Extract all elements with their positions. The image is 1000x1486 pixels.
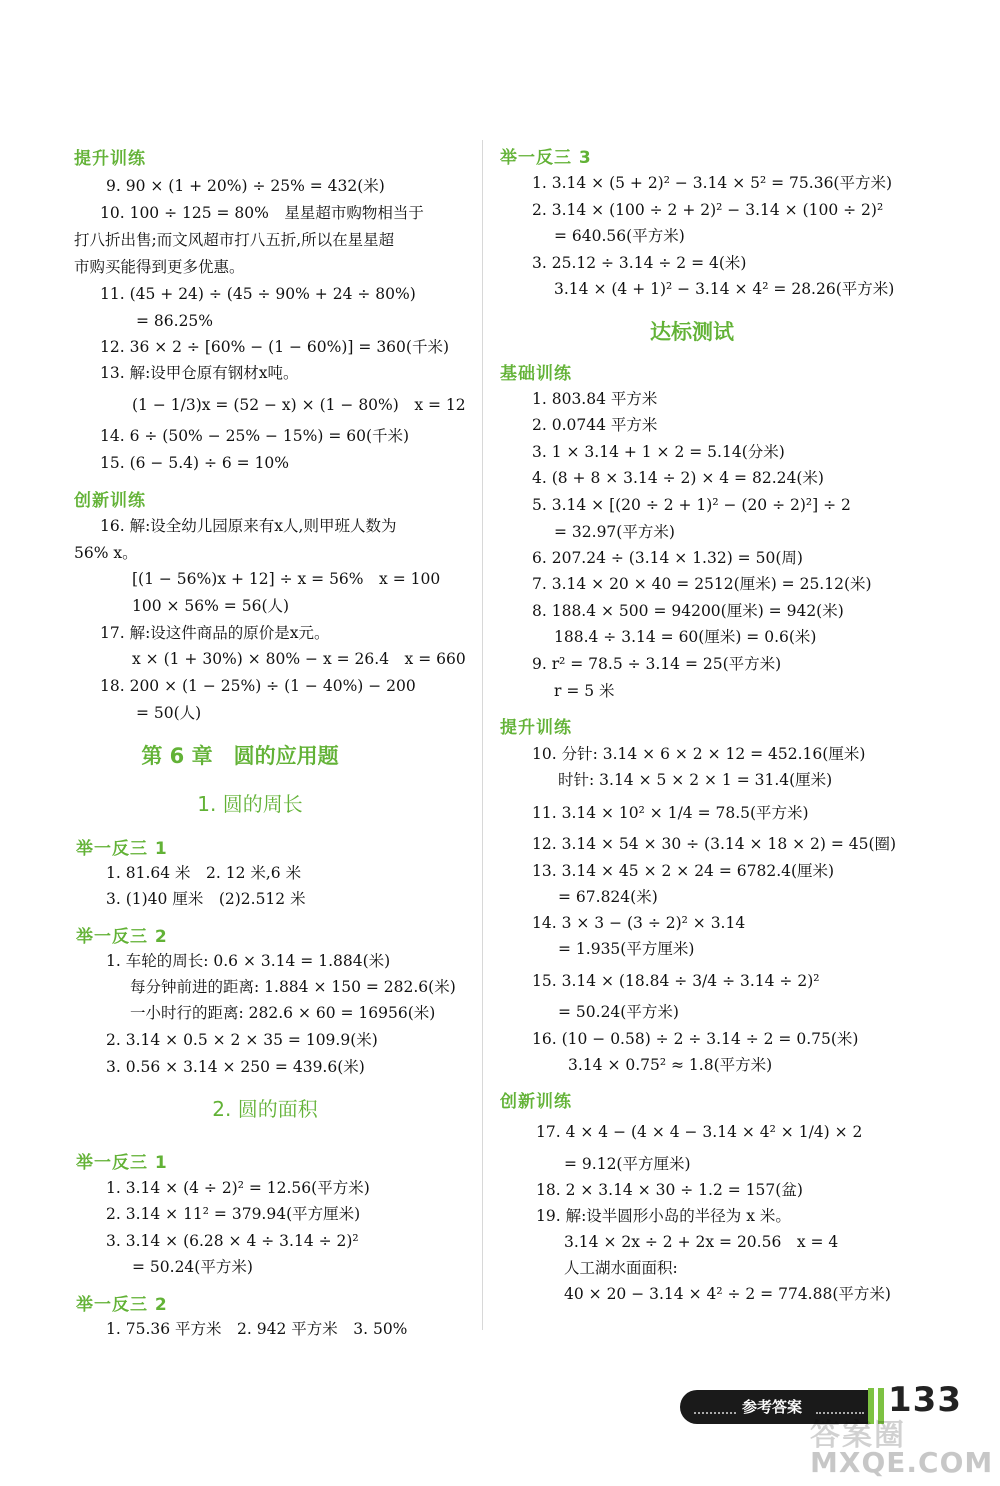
answer-line: = 67.824(米) — [558, 888, 658, 906]
answer-line: = 640.56(平方米) — [554, 227, 685, 245]
answer-line: = 50.24(平方米) — [558, 1003, 679, 1021]
answer-line: 11. 3.14 × 10² × 1/4 = 78.5(平方米) — [532, 804, 809, 822]
answer-line: = 50(人) — [136, 704, 202, 722]
answer-line: 人工湖水面面积: — [564, 1259, 678, 1277]
answer-line: 15. 3.14 × (18.84 ÷ 3/4 ÷ 3.14 ÷ 2)² — [532, 972, 820, 990]
answer-line: 15. (6 − 5.4) ÷ 6 = 10% — [100, 454, 290, 472]
answer-line: 16. 解:设全幼儿园原来有x人,则甲班人数为 — [100, 517, 397, 535]
answer-line: 3. (1)40 厘米 (2)2.512 米 — [106, 890, 306, 908]
answer-line: 11. (45 + 24) ÷ (45 ÷ 90% + 24 ÷ 80%) — [100, 285, 416, 303]
answer-line: 12. 3.14 × 54 × 30 ÷ (3.14 × 18 × 2) = 45(圈) — [532, 835, 897, 853]
answer-line: = 50.24(平方米) — [132, 1258, 253, 1276]
answer-line: (1 − 1/3)x = (52 − x) × (1 − 80%) x = 12 — [132, 396, 466, 414]
chapter-title: 第 6 章 圆的应用题 — [141, 744, 339, 768]
subsection-title: 1. 圆的周长 — [197, 792, 303, 816]
watermark-logo: 答案圈 — [810, 1418, 906, 1453]
answer-line: 16. (10 − 0.58) ÷ 2 ÷ 3.14 ÷ 2 = 0.75(米) — [532, 1030, 859, 1048]
test-heading: 达标测试 — [650, 320, 734, 344]
answer-line: 40 × 20 − 3.14 × 4² ÷ 2 = 774.88(平方米) — [564, 1285, 891, 1303]
section-heading: 提升训练 — [500, 718, 572, 738]
answer-line: 3.14 × 0.75² ≈ 1.8(平方米) — [568, 1056, 773, 1074]
answer-line: 市购买能得到更多优惠。 — [74, 258, 245, 276]
answer-line: 1. 3.14 × (5 + 2)² − 3.14 × 5² = 75.36(平方米) — [532, 174, 893, 192]
answer-line: 13. 解:设甲仓原有钢材x吨。 — [100, 364, 299, 382]
watermark-url: MXQE.COM — [810, 1446, 994, 1479]
answer-line: 17. 4 × 4 − (4 × 4 − 3.14 × 4² × 1/4) × 2 — [536, 1123, 863, 1141]
answer-line: 3.14 × (4 + 1)² − 3.14 × 4² = 28.26(平方米) — [554, 280, 895, 298]
subsection-title: 2. 圆的面积 — [212, 1097, 318, 1121]
answer-line: 17. 解:设这件商品的原价是x元。 — [100, 624, 330, 642]
answer-line: = 86.25% — [136, 312, 214, 330]
answer-line: 14. 3 × 3 − (3 ÷ 2)² × 3.14 — [532, 914, 746, 932]
section-heading: 创新训练 — [74, 491, 146, 511]
answer-line: 12. 36 × 2 ÷ [60% − (1 − 60%)] = 360(千米) — [100, 338, 449, 356]
answer-line: 9. r² = 78.5 ÷ 3.14 = 25(平方米) — [532, 655, 782, 673]
answer-line: = 32.97(平方米) — [554, 523, 675, 541]
page-number: 133 — [888, 1380, 962, 1420]
answer-line: 13. 3.14 × 45 × 2 × 24 = 6782.4(厘米) — [532, 862, 835, 880]
section-heading: 举一反三 2 — [76, 927, 168, 947]
answer-line: 19. 解:设半圆形小岛的半径为 x 米。 — [536, 1207, 791, 1225]
answer-line: 7. 3.14 × 20 × 40 = 2512(厘米) = 25.12(米) — [532, 575, 872, 593]
answer-line: 1. 75.36 平方米 2. 942 平方米 3. 50% — [106, 1320, 408, 1338]
answer-line: 一小时行的距离: 282.6 × 60 = 16956(米) — [130, 1004, 436, 1022]
answer-line: 9. 90 × (1 + 20%) ÷ 25% = 432(米) — [106, 177, 385, 195]
answer-line: 18. 2 × 3.14 × 30 ÷ 1.2 = 157(盆) — [536, 1181, 803, 1199]
answer-line: 1. 3.14 × (4 ÷ 2)² = 12.56(平方米) — [106, 1179, 370, 1197]
section-heading: 举一反三 2 — [76, 1295, 168, 1315]
answer-line: 8. 188.4 × 500 = 94200(厘米) = 942(米) — [532, 602, 844, 620]
answer-line: 5. 3.14 × [(20 ÷ 2 + 1)² − (20 ÷ 2)²] ÷ 2 — [532, 496, 851, 514]
answer-line: 3. 1 × 3.14 + 1 × 2 = 5.14(分米) — [532, 443, 785, 461]
answer-line: 6. 207.24 ÷ (3.14 × 1.32) = 50(周) — [532, 549, 803, 567]
answer-line: = 1.935(平方厘米) — [558, 940, 695, 958]
answer-line: 2. 3.14 × 11² = 379.94(平方厘米) — [106, 1205, 361, 1223]
section-heading: 举一反三 3 — [500, 148, 592, 168]
answer-line: 100 × 56% = 56(人) — [132, 597, 290, 615]
answer-line: 4. (8 + 8 × 3.14 ÷ 2) × 4 = 82.24(米) — [532, 469, 824, 487]
answer-line: 每分钟前进的距离: 1.884 × 150 = 282.6(米) — [130, 978, 456, 996]
answer-line: 时针: 3.14 × 5 × 2 × 1 = 31.4(厘米) — [558, 771, 833, 789]
answer-line: 3. 0.56 × 3.14 × 250 = 439.6(米) — [106, 1058, 365, 1076]
answer-line: = 9.12(平方厘米) — [564, 1155, 691, 1173]
answer-line: 10. 分针: 3.14 × 6 × 2 × 12 = 452.16(厘米) — [532, 745, 866, 763]
answer-line: 3. 25.12 ÷ 3.14 ÷ 2 = 4(米) — [532, 254, 747, 272]
footer-label: 参考答案 — [742, 1398, 803, 1416]
answer-line: 1. 车轮的周长: 0.6 × 3.14 = 1.884(米) — [106, 952, 391, 970]
answer-line: 18. 200 × (1 − 25%) ÷ (1 − 40%) − 200 — [100, 677, 416, 695]
answer-line: 2. 3.14 × 0.5 × 2 × 35 = 109.9(米) — [106, 1031, 378, 1049]
answer-line: 3.14 × 2x ÷ 2 + 2x = 20.56 x = 4 — [564, 1233, 839, 1251]
answer-line: x × (1 + 30%) × 80% − x = 26.4 x = 660 — [132, 650, 466, 668]
answer-line: 2. 0.0744 平方米 — [532, 416, 658, 434]
section-heading: 创新训练 — [500, 1092, 572, 1112]
answer-line: 188.4 ÷ 3.14 = 60(厘米) = 0.6(米) — [554, 628, 817, 646]
answer-line: [(1 − 56%)x + 12] ÷ x = 56% x = 100 — [132, 570, 441, 588]
answer-line: 10. 100 ÷ 125 = 80% 星星超市购物相当于 — [100, 204, 424, 222]
section-heading: 举一反三 1 — [76, 839, 168, 859]
answer-line: 56% x。 — [74, 544, 138, 562]
answer-line: 1. 81.64 米 2. 12 米,6 米 — [106, 864, 302, 882]
section-heading: 举一反三 1 — [76, 1153, 168, 1173]
section-heading: 提升训练 — [74, 149, 146, 169]
answer-line: 14. 6 ÷ (50% − 25% − 15%) = 60(千米) — [100, 427, 410, 445]
footer-dots-left — [694, 1412, 736, 1414]
answer-line: 3. 3.14 × (6.28 × 4 ÷ 3.14 ÷ 2)² — [106, 1232, 359, 1250]
answer-line: r = 5 米 — [554, 682, 615, 700]
answer-line: 打八折出售;而文风超市打八五折,所以在星星超 — [74, 231, 395, 249]
answer-line: 1. 803.84 平方米 — [532, 390, 658, 408]
answer-line: 2. 3.14 × (100 ÷ 2 + 2)² − 3.14 × (100 ÷ 2)² — [532, 201, 884, 219]
section-heading: 基础训练 — [500, 364, 572, 384]
